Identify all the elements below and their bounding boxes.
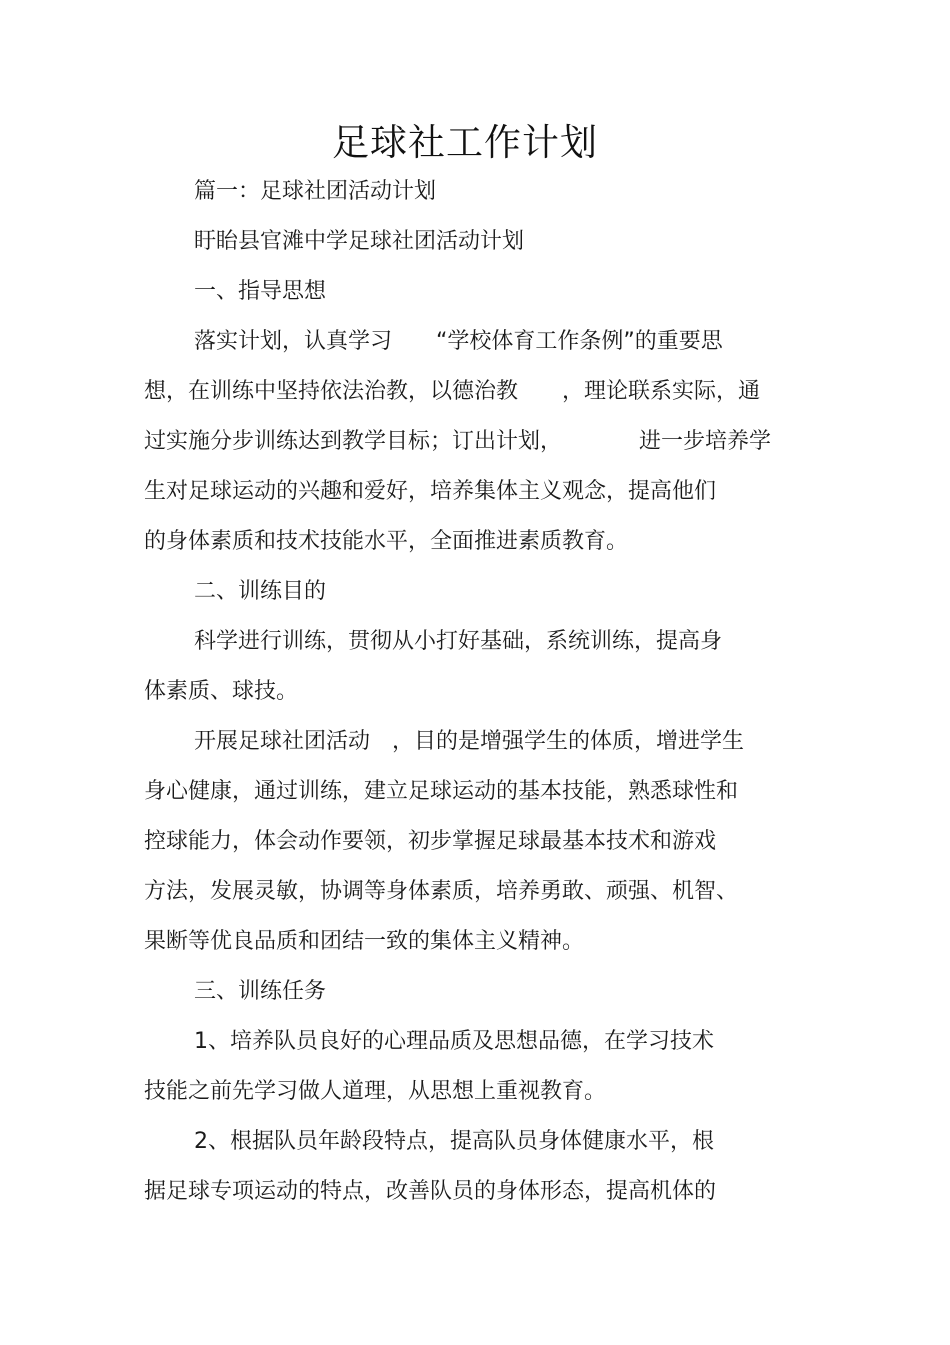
paragraph-line: 落实计划，认真学习 “学校体育工作条例”的重要思: [194, 329, 723, 354]
paragraph-line: 1、培养队员良好的心理品质及思想品德，在学习技术: [194, 1029, 714, 1054]
paragraph-line: 据足球专项运动的特点，改善队员的身体形态，提高机体的: [144, 1179, 717, 1204]
paragraph-line: 生对足球运动的兴趣和爱好，培养集体主义观念，提高他们: [144, 479, 717, 504]
heading-training-purpose: 二、训练目的: [194, 579, 327, 604]
paragraph-line: 开展足球社团活动 ，目的是增强学生的体质，增进学生: [194, 729, 745, 754]
heading-training-tasks: 三、训练任务: [194, 979, 327, 1004]
heading-guiding-thought: 一、指导思想: [194, 279, 327, 304]
plan-heading: 盱眙县官滩中学足球社团活动计划: [194, 229, 525, 254]
paragraph-line: 2、根据队员年龄段特点，提高队员身体健康水平，根: [194, 1129, 714, 1154]
paragraph-line: 控球能力，体会动作要领，初步掌握足球最基本技术和游戏: [144, 829, 717, 854]
paragraph-line: 过实施分步训练达到教学目标；订出计划， 进一步培养学: [144, 429, 772, 454]
paragraph-line: 果断等优良品质和团结一致的集体主义精神。: [144, 929, 585, 954]
section-heading-part1: 篇一：足球社团活动计划: [194, 179, 437, 204]
paragraph-line: 方法，发展灵敏，协调等身体素质，培养勇敢、顽强、机智、: [144, 879, 739, 904]
document-title: 足球社工作计划: [332, 121, 598, 164]
paragraph-line: 身心健康，通过训练，建立足球运动的基本技能，熟悉球性和: [144, 779, 739, 804]
paragraph-line: 科学进行训练，贯彻从小打好基础，系统训练，提高身: [194, 629, 723, 654]
paragraph-line: 的身体素质和技术技能水平，全面推进素质教育。: [144, 529, 629, 554]
paragraph-line: 体素质、球技。: [144, 679, 299, 704]
paragraph-line: 技能之前先学习做人道理，从思想上重视教育。: [144, 1079, 607, 1104]
paragraph-line: 想，在训练中坚持依法治教，以德治教 ，理论联系实际，通: [144, 379, 761, 404]
